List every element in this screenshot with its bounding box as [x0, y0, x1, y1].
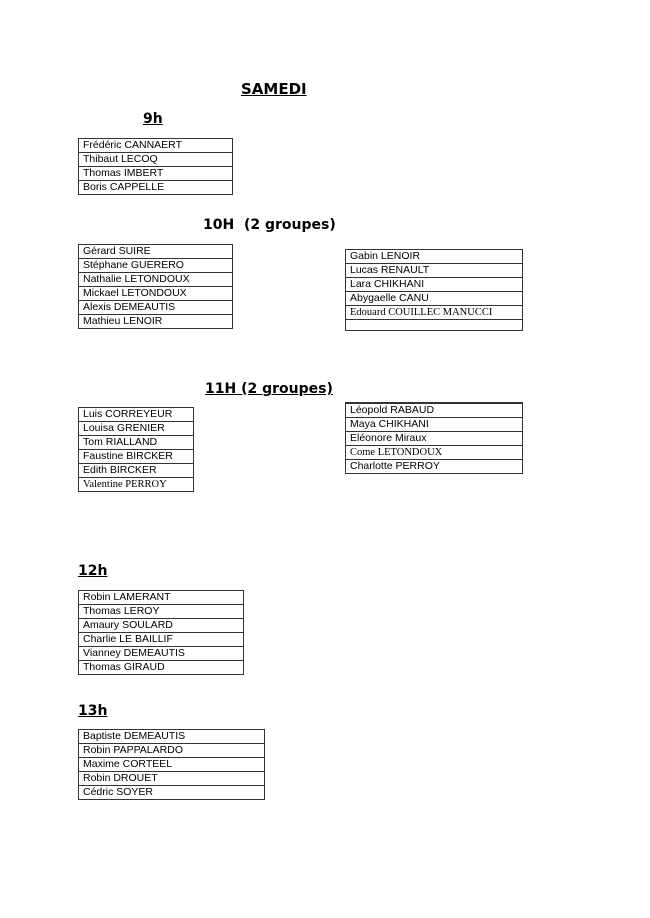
table-row: [79, 772, 265, 786]
heading-10h: 10H (2 groupes): [203, 217, 336, 233]
table-11h-group1: [78, 407, 194, 492]
name-cell: Robin PAPPALARDO: [79, 744, 265, 758]
table-row: [79, 464, 194, 478]
table-row: [79, 758, 265, 772]
heading-11h: 11H (2 groupes): [205, 381, 333, 397]
name-cell: Boris CAPPELLE: [79, 181, 233, 195]
table-row: [79, 153, 233, 167]
name-cell: Lucas RENAULT: [346, 264, 523, 278]
name-cell: Edith BIRCKER: [79, 464, 194, 478]
table-12h: [78, 590, 244, 675]
name-cell: Edouard COUILLEC MANUCCI: [346, 306, 523, 320]
table-row: [346, 460, 523, 474]
table-row: [79, 287, 233, 301]
table-row: [79, 139, 233, 153]
table-row: [79, 167, 233, 181]
table-row: [346, 278, 523, 292]
name-cell: Luis CORREYEUR: [79, 408, 194, 422]
table-row: [346, 292, 523, 306]
name-cell: Valentine PERROY: [79, 478, 194, 492]
table-9h: [78, 138, 233, 195]
name-cell: Nathalie LETONDOUX: [79, 273, 233, 287]
table-row: [79, 633, 244, 647]
table-row: [346, 320, 523, 331]
name-cell: Maya CHIKHANI: [346, 418, 523, 432]
table-row: [346, 403, 523, 418]
name-cell: Amaury SOULARD: [79, 619, 244, 633]
table-10h-group1: [78, 244, 233, 329]
table-row: [346, 446, 523, 460]
table-row: [79, 301, 233, 315]
table-row: [79, 259, 233, 273]
heading-12h: 12h: [78, 563, 108, 579]
name-cell: Thomas LEROY: [79, 605, 244, 619]
name-cell: Mickael LETONDOUX: [79, 287, 233, 301]
name-cell: Charlotte PERROY: [346, 460, 523, 474]
name-cell: Lara CHIKHANI: [346, 278, 523, 292]
name-cell: [346, 320, 523, 331]
name-cell: Robin LAMERANT: [79, 591, 244, 605]
table-row: [79, 744, 265, 758]
name-cell: Louisa GRENIER: [79, 422, 194, 436]
table-row: [79, 315, 233, 329]
table-row: [346, 418, 523, 432]
name-cell: Thomas GIRAUD: [79, 661, 244, 675]
table-row: [79, 605, 244, 619]
table-row: [346, 432, 523, 446]
name-cell: Mathieu LENOIR: [79, 315, 233, 329]
name-cell: Léopold RABAUD: [346, 403, 523, 418]
name-cell: Charlie LE BAILLIF: [79, 633, 244, 647]
name-cell: Gérard SUIRE: [79, 245, 233, 259]
table-10h-group2: [345, 249, 523, 331]
table-row: [79, 730, 265, 744]
table-row: [79, 786, 265, 800]
table-row: [79, 436, 194, 450]
name-cell: Robin DROUET: [79, 772, 265, 786]
name-cell: Gabin LENOIR: [346, 250, 523, 264]
name-cell: Baptiste DEMEAUTIS: [79, 730, 265, 744]
name-cell: Frédéric CANNAERT: [79, 139, 233, 153]
table-row: [79, 181, 233, 195]
name-cell: Eléonore Miraux: [346, 432, 523, 446]
name-cell: Vianney DEMEAUTIS: [79, 647, 244, 661]
name-cell: Tom RIALLAND: [79, 436, 194, 450]
table-row: [79, 478, 194, 492]
name-cell: Come LETONDOUX: [346, 446, 523, 460]
name-cell: Thomas IMBERT: [79, 167, 233, 181]
table-row: [79, 450, 194, 464]
name-cell: Abygaelle CANU: [346, 292, 523, 306]
table-row: [79, 273, 233, 287]
name-cell: Maxime CORTEEL: [79, 758, 265, 772]
table-row: [346, 264, 523, 278]
table-row: [79, 619, 244, 633]
name-cell: Alexis DEMEAUTIS: [79, 301, 233, 315]
table-13h: [78, 729, 265, 800]
table-row: [79, 245, 233, 259]
table-row: [79, 661, 244, 675]
table-row: [79, 647, 244, 661]
name-cell: Faustine BIRCKER: [79, 450, 194, 464]
table-row: [79, 422, 194, 436]
name-cell: Cédric SOYER: [79, 786, 265, 800]
heading-9h: 9h: [143, 111, 163, 127]
table-row: [79, 408, 194, 422]
table-11h-group2: [345, 402, 523, 474]
table-row: [346, 306, 523, 320]
table-row: [79, 591, 244, 605]
heading-13h: 13h: [78, 703, 108, 719]
name-cell: Thibaut LECOQ: [79, 153, 233, 167]
table-row: [346, 250, 523, 264]
page-title: SAMEDI: [241, 80, 307, 98]
name-cell: Stéphane GUERERO: [79, 259, 233, 273]
